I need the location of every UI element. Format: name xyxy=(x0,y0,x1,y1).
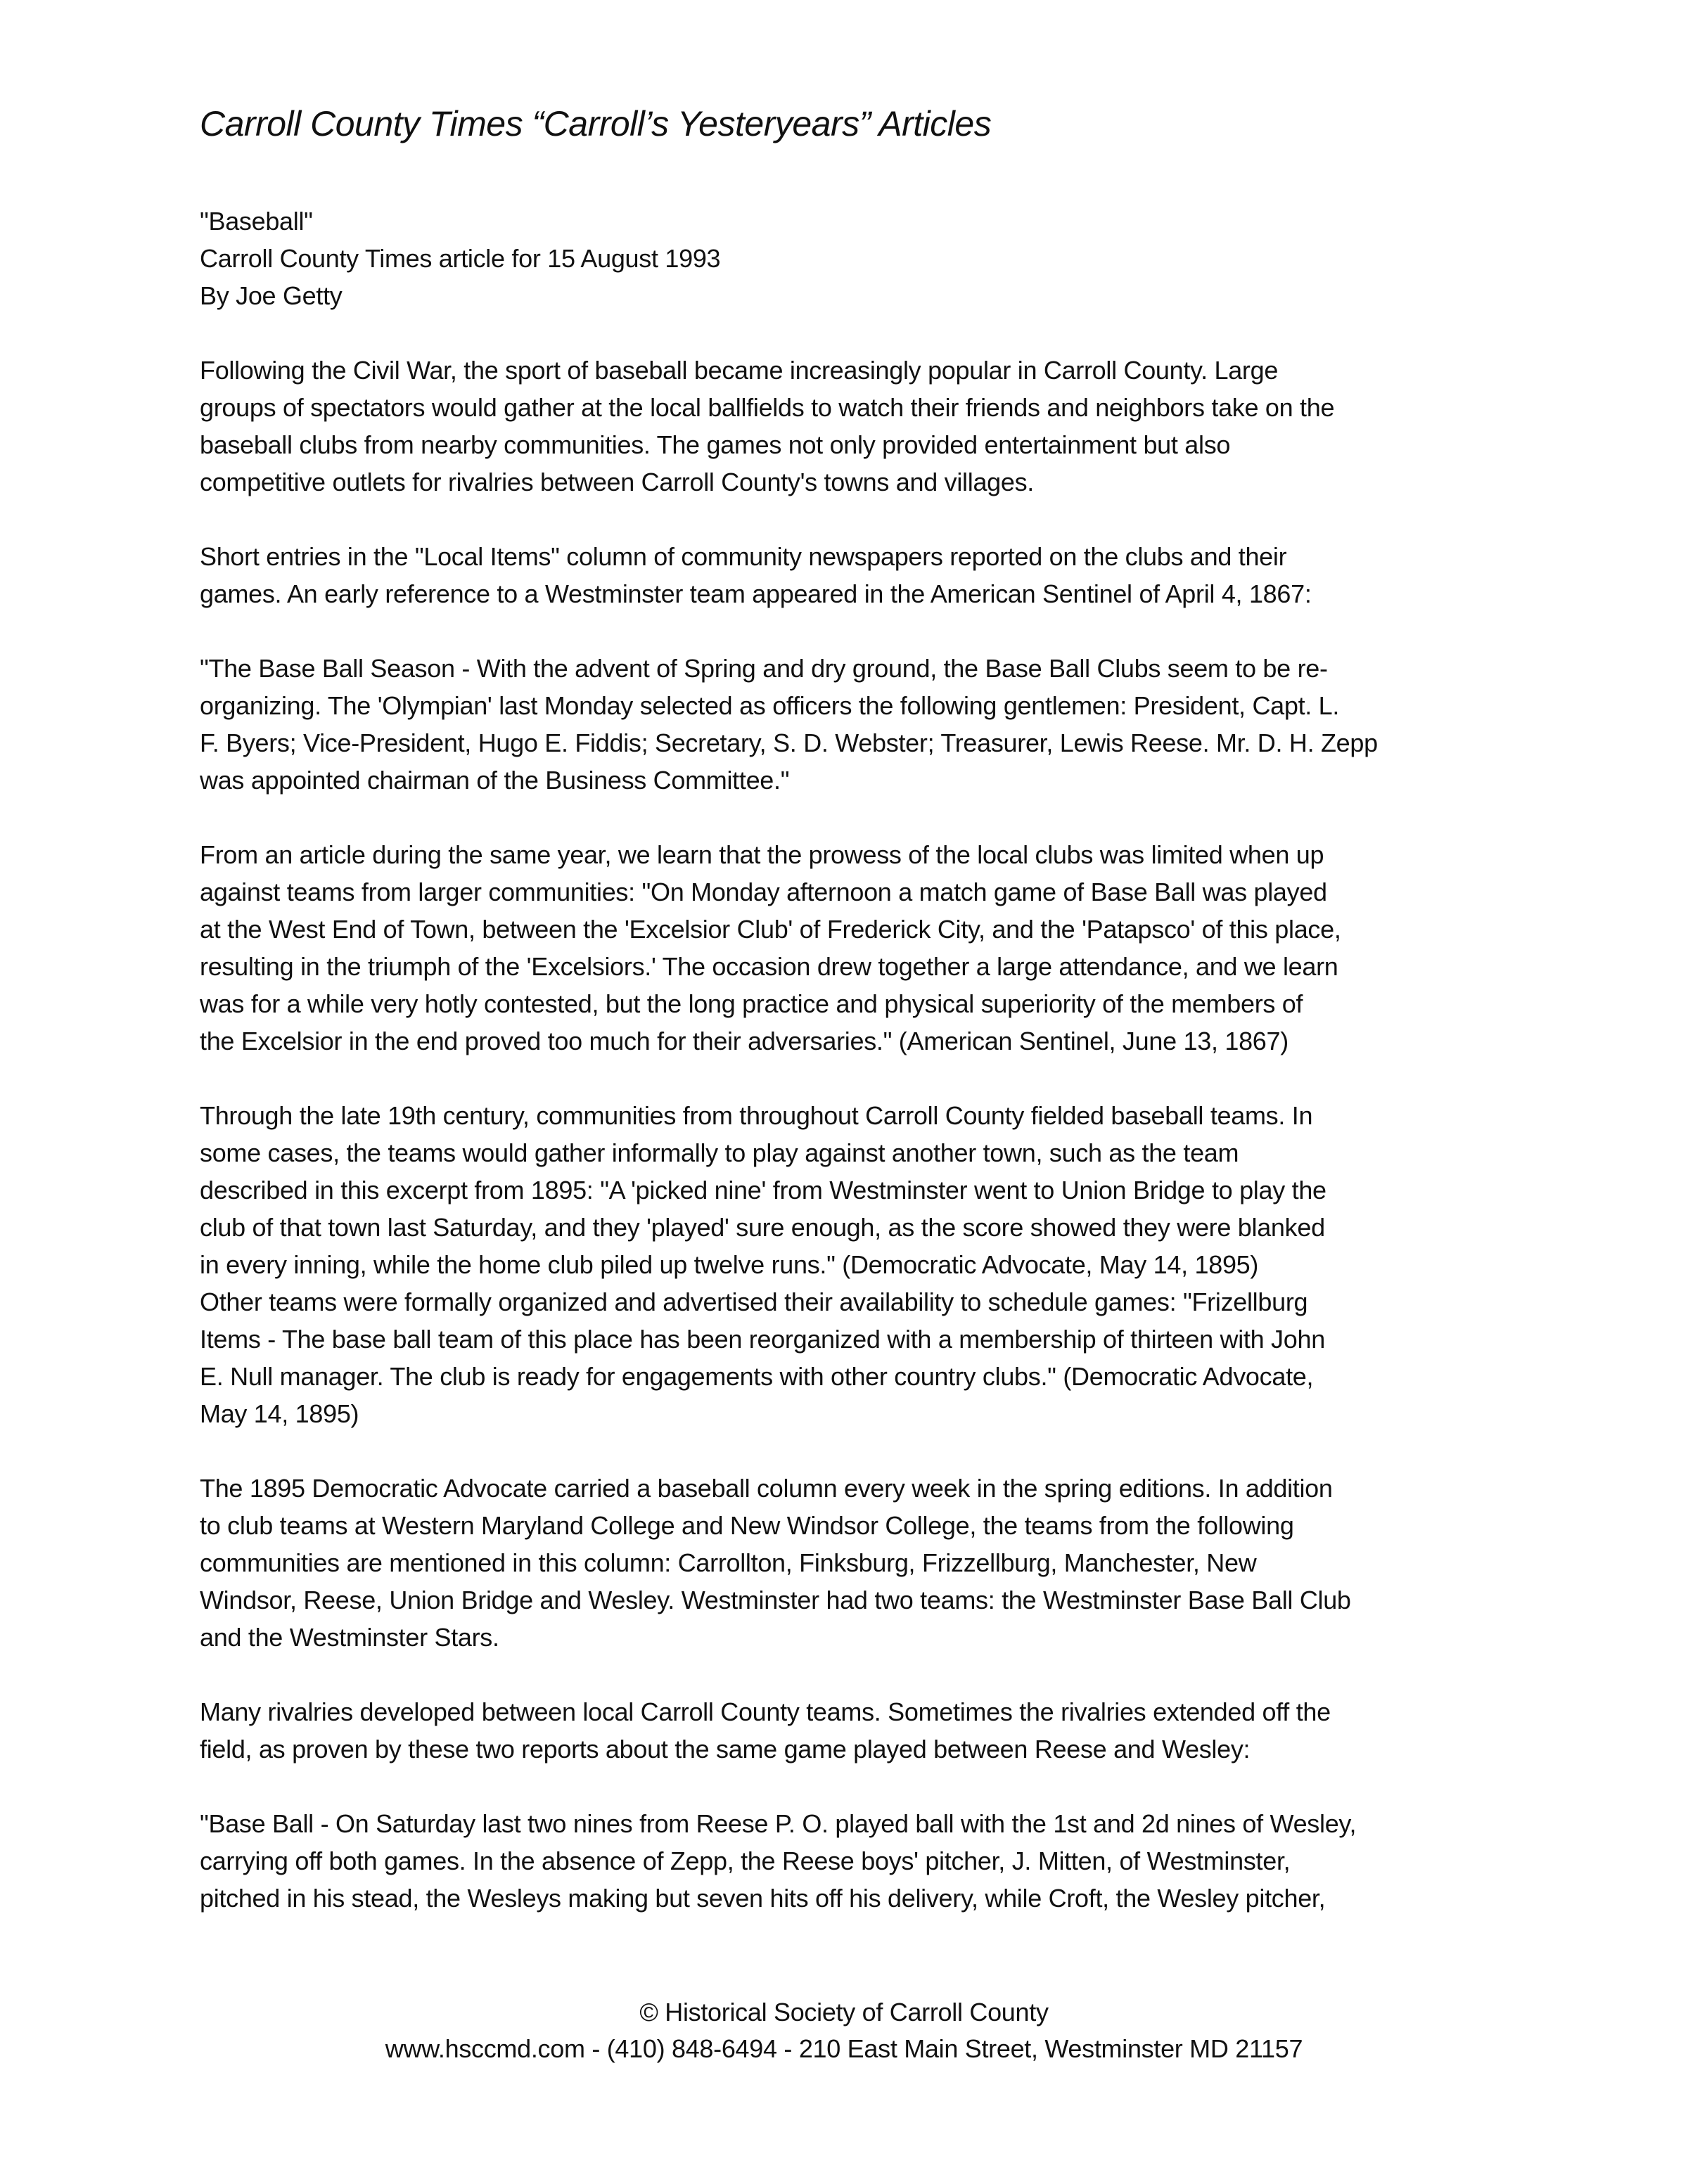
paragraph-line: Many rivalries developed between local Carroll County teams. Sometimes the rivalries extended off the xyxy=(200,1697,1331,1726)
paragraph-line: competitive outlets for rivalries between Carroll County's towns and villages. xyxy=(200,468,1035,496)
paragraph-line: Other teams were formally organized and advertised their availability to schedule games: "Frizellburg xyxy=(200,1287,1308,1316)
paragraph-line: Through the late 19th century, communities from throughout Carroll County fielded baseball teams. In xyxy=(200,1101,1313,1130)
paragraph-line: Following the Civil War, the sport of baseball became increasingly popular in Carroll County. Large xyxy=(200,356,1279,385)
paragraph-line: carrying off both games. In the absence of Zepp, the Reese boys' pitcher, J. Mitten, of Westminster, xyxy=(200,1846,1291,1875)
paragraph-line: Short entries in the "Local Items" column of community newspapers reported on the clubs and their xyxy=(200,542,1287,571)
paragraph-line: F. Byers; Vice-President, Hugo E. Fiddis; Secretary, S. D. Webster; Treasurer, Lewis Reese. Mr. D. H. Zepp xyxy=(200,728,1378,757)
paragraph-line: May 14, 1895) xyxy=(200,1399,359,1428)
paragraph-line: was appointed chairman of the Business Committee." xyxy=(200,766,790,795)
article-heading xyxy=(200,203,1578,314)
paragraph-line: against teams from larger communities: "On Monday afternoon a match game of Base Ball was played xyxy=(200,878,1327,906)
article-paragraph xyxy=(200,1097,1578,1432)
paragraph-line: club of that town last Saturday, and they 'played' sure enough, as the score showed they were blanked xyxy=(200,1213,1325,1242)
paragraph-line: The 1895 Democratic Advocate carried a baseball column every week in the spring editions. In addition xyxy=(200,1474,1333,1503)
article-paragraph xyxy=(200,1470,1578,1656)
paragraph-line: communities are mentioned in this column: Carrollton, Finksburg, Frizzellburg, Manchester, New xyxy=(200,1548,1257,1577)
paragraph-line: E. Null manager. The club is ready for engagements with other country clubs." (Democratic Advocate, xyxy=(200,1362,1314,1391)
paragraph-line: field, as proven by these two reports about the same game played between Reese and Wesley: xyxy=(200,1735,1251,1764)
paragraph-line: "Base Ball - On Saturday last two nines from Reese P. O. played ball with the 1st and 2d nines of Wesley, xyxy=(200,1809,1357,1838)
paragraph-line: in every inning, while the home club piled up twelve runs." (Democratic Advocate, May 14, 1895) xyxy=(200,1250,1259,1279)
paragraph-line: resulting in the triumph of the 'Excelsiors.' The occasion drew together a large attendance, and we learn xyxy=(200,952,1338,981)
article-body xyxy=(200,203,1578,1954)
article-title: "Baseball" xyxy=(200,207,313,236)
paragraph-line: some cases, the teams would gather informally to play against another town, such as the team xyxy=(200,1138,1239,1167)
page-footer xyxy=(0,1994,1688,2067)
paragraph-line: and the Westminster Stars. xyxy=(200,1623,499,1652)
paragraph-line: pitched in his stead, the Wesleys making but seven hits off his delivery, while Croft, the Wesley pitcher, xyxy=(200,1884,1326,1913)
article-source: Carroll County Times article for 15 August 1993 xyxy=(200,244,721,273)
paragraph-line: Windsor, Reese, Union Bridge and Wesley. Westminster had two teams: the Westminster Base Ball Club xyxy=(200,1586,1351,1614)
paragraph-line: organizing. The 'Olympian' last Monday selected as officers the following gentlemen: President, Capt. L. xyxy=(200,691,1340,720)
footer-contact: www.hsccmd.com - (410) 848-6494 - 210 East Main Street, Westminster MD 21157 xyxy=(385,2034,1303,2063)
article-paragraph xyxy=(200,538,1578,612)
article-paragraph xyxy=(200,650,1578,799)
article-paragraph xyxy=(200,1805,1578,1917)
paragraph-line: was for a while very hotly contested, but the long practice and physical superiority of the members of xyxy=(200,989,1303,1018)
paragraph-line: From an article during the same year, we learn that the prowess of the local clubs was limited when up xyxy=(200,840,1324,869)
paragraph-line: baseball clubs from nearby communities. The games not only provided entertainment but also xyxy=(200,430,1231,459)
paragraph-line: described in this excerpt from 1895: "A 'picked nine' from Westminster went to Union Bridge to play the xyxy=(200,1176,1326,1205)
footer-copyright: © Historical Society of Carroll County xyxy=(639,1998,1049,2026)
paragraph-line: Items - The base ball team of this place has been reorganized with a membership of thirteen with John xyxy=(200,1325,1325,1354)
article-paragraph xyxy=(200,1693,1578,1768)
article-byline: By Joe Getty xyxy=(200,281,343,310)
paragraph-line: groups of spectators would gather at the local ballfields to watch their friends and neighbors take on the xyxy=(200,393,1335,422)
article-paragraph xyxy=(200,836,1578,1060)
paragraph-line: games. An early reference to a Westminster team appeared in the American Sentinel of April 4, 1867: xyxy=(200,579,1312,608)
paragraph-line: at the West End of Town, between the 'Excelsior Club' of Frederick City, and the 'Patapsco' of this place, xyxy=(200,915,1341,944)
page-title: Carroll County Times “Carroll’s Yesteryears” Articles xyxy=(200,104,992,143)
paragraph-line: to club teams at Western Maryland College and New Windsor College, the teams from the following xyxy=(200,1511,1294,1540)
article-paragraph xyxy=(200,352,1578,501)
paragraph-line: the Excelsior in the end proved too much for their adversaries." (American Sentinel, June 13, 1867) xyxy=(200,1027,1289,1055)
paragraph-line: "The Base Ball Season - With the advent of Spring and dry ground, the Base Ball Clubs seem to be re- xyxy=(200,654,1328,683)
